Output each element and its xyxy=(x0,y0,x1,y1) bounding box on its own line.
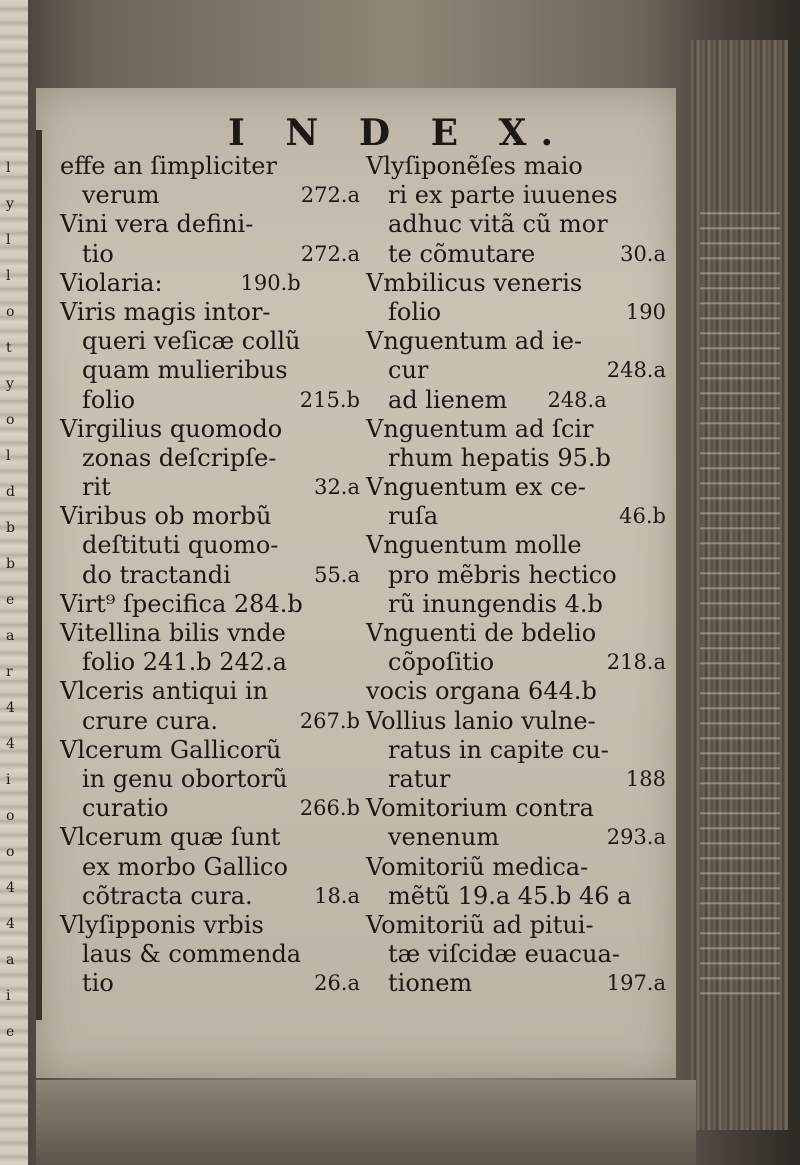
index-entry-page-ref: 188 xyxy=(625,766,666,791)
index-entry-text: folio xyxy=(82,385,136,414)
index-entry xyxy=(366,356,666,385)
index-column-left xyxy=(60,152,360,998)
index-entry-text: tio xyxy=(82,239,114,268)
index-entry xyxy=(366,882,666,911)
index-entry xyxy=(366,561,666,590)
index-entry-text: quam mulieribus xyxy=(82,356,288,385)
index-entry-text: queri veſicæ collũ xyxy=(82,327,301,356)
index-entry xyxy=(366,736,666,765)
index-entry-text: tionem xyxy=(388,969,473,998)
adjacent-page-letter: l xyxy=(6,268,11,284)
index-entry xyxy=(60,327,360,356)
index-entry-text: Virgilius quomodo xyxy=(60,414,283,443)
index-entry-page-ref: 267.b xyxy=(299,708,360,733)
index-entry-text: pro mẽbris hectico xyxy=(388,560,617,589)
index-entry xyxy=(60,619,360,648)
index-entry xyxy=(366,240,666,269)
index-entry xyxy=(60,152,360,181)
index-entry xyxy=(60,415,360,444)
index-entry-text: adhuc vitã cũ mor xyxy=(388,210,608,239)
index-entry xyxy=(366,502,666,531)
index-entry-page-ref: 293.a xyxy=(606,825,666,850)
index-entry xyxy=(60,648,360,677)
index-entry-text: ratur xyxy=(388,764,451,793)
adjacent-page-letter: i xyxy=(6,988,11,1004)
index-entry xyxy=(366,152,666,181)
index-entry-text: effe an ſimpliciter xyxy=(60,152,277,180)
index-entry xyxy=(60,677,360,706)
index-entry xyxy=(366,473,666,502)
index-entry xyxy=(60,823,360,852)
index-entry xyxy=(366,386,666,415)
adjacent-page-letter: 4 xyxy=(6,736,15,752)
index-entry xyxy=(366,415,666,444)
index-entry-text: Vnguentum ad ſcir xyxy=(366,414,594,443)
index-entry xyxy=(60,882,360,911)
index-entry-text: verum xyxy=(82,181,160,210)
index-entry-text: tio xyxy=(82,969,114,998)
index-entry-page-ref: 46.b xyxy=(619,504,666,529)
index-entry-text: Vomitorium contra xyxy=(366,794,594,823)
index-entry-text: vocis organa 644.b xyxy=(366,677,597,706)
adjacent-page-letter: 4 xyxy=(6,700,15,716)
adjacent-page-letter: t xyxy=(6,340,12,356)
index-entry xyxy=(60,386,360,415)
index-entry-page-ref: 215.b xyxy=(299,387,360,412)
index-entry-text: Vollius lanio vulne- xyxy=(366,706,596,735)
index-entry-text: rũ inungendis 4.b xyxy=(388,589,603,618)
adjacent-page-letter: o xyxy=(6,808,15,824)
index-entry-text: Vomitoriũ ad pitui- xyxy=(366,910,594,939)
adjacent-page-letter: e xyxy=(6,1024,15,1040)
index-entry xyxy=(366,794,666,823)
index-entry xyxy=(60,561,360,590)
index-entry-text: do tractandi xyxy=(82,560,231,589)
index-entry xyxy=(60,356,360,385)
index-entry xyxy=(60,794,360,823)
index-entry-text: Vitellina bilis vnde xyxy=(60,619,286,647)
index-entry-text: ri ex parte iuuenes xyxy=(388,181,618,210)
index-entry xyxy=(366,823,666,852)
index-entry xyxy=(60,765,360,794)
index-entry-page-ref: 32.a xyxy=(314,475,360,500)
index-entry xyxy=(366,327,666,356)
index-entry-text: Vmbilicus veneris xyxy=(366,268,583,297)
index-entry-text: Vlyſiponẽſes maio xyxy=(366,152,583,180)
adjacent-page-letter: l xyxy=(6,448,11,464)
index-entry xyxy=(60,969,360,998)
index-entry-page-ref: 55.a xyxy=(314,562,360,587)
page-gutter xyxy=(36,130,42,1020)
index-entry-text: Vnguentum ad ie- xyxy=(366,327,583,356)
index-entry-page-ref: 190.b xyxy=(240,270,301,295)
adjacent-page-letter: e xyxy=(6,592,15,608)
index-entry-text: ruſa xyxy=(388,502,439,531)
adjacent-page-letter: b xyxy=(6,520,15,536)
adjacent-page-letter: b xyxy=(6,556,15,572)
index-entry xyxy=(366,269,666,298)
index-entry xyxy=(366,940,666,969)
index-entry-page-ref: 18.a xyxy=(314,883,360,908)
index-entry-text: te cõmutare xyxy=(388,239,536,268)
index-entry xyxy=(60,707,360,736)
adjacent-page-letter: 4 xyxy=(6,916,15,932)
index-entry xyxy=(366,969,666,998)
index-entry-text: Vlceris antiqui in xyxy=(60,677,269,706)
adjacent-page-letter: d xyxy=(6,484,15,500)
index-entry-text: curatio xyxy=(82,794,169,823)
index-entry xyxy=(366,531,666,560)
adjacent-page-letter: a xyxy=(6,952,15,968)
index-entry xyxy=(60,940,360,969)
index-entry xyxy=(366,853,666,882)
index-entry xyxy=(60,181,360,210)
index-entry-text: ad lienem xyxy=(388,385,508,414)
index-column-right xyxy=(366,152,666,998)
index-entry xyxy=(60,210,360,239)
index-entry-text: rit xyxy=(82,473,111,502)
index-entry-text: Vlcerum Gallicorũ xyxy=(60,735,282,764)
index-entry-text: cõpoſitio xyxy=(388,648,495,677)
index-entry xyxy=(366,181,666,210)
page-stack-texture xyxy=(700,200,780,1000)
index-entry xyxy=(60,736,360,765)
index-entry-text: Vnguenti de bdelio xyxy=(366,619,597,647)
index-entry-text: deſtituti quomo- xyxy=(82,531,279,560)
index-entry xyxy=(366,765,666,794)
index-entry xyxy=(60,269,360,298)
index-entry-text: Vnguentum ex ce- xyxy=(366,473,586,502)
index-entry-text: Violaria: xyxy=(60,268,163,297)
index-entry-text: venenum xyxy=(388,823,500,852)
index-entry-text: Vini vera defini- xyxy=(60,210,254,239)
index-entry-text: Viris magis intor- xyxy=(60,297,271,326)
index-entry xyxy=(60,853,360,882)
index-entry-text: cõtracta cura. xyxy=(82,881,253,910)
index-entry xyxy=(366,444,666,473)
index-entry xyxy=(60,298,360,327)
index-entry-page-ref: 248.a xyxy=(547,387,607,412)
index-entry-text: mẽtũ 19.a 45.b 46 a xyxy=(388,881,632,910)
index-entry-text: in genu obortorũ xyxy=(82,764,288,793)
index-entry xyxy=(366,707,666,736)
index-entry-page-ref: 272.a xyxy=(300,241,360,266)
adjacent-page-letter: y xyxy=(6,376,14,392)
index-entry-text: Vomitoriũ medica- xyxy=(366,852,589,881)
table-surface xyxy=(36,1080,696,1165)
index-entry-text: cur xyxy=(388,356,429,385)
index-entry xyxy=(366,677,666,706)
index-entry-text: Vnguentum molle xyxy=(366,531,582,560)
index-entry-page-ref: 248.a xyxy=(606,358,666,383)
index-entry xyxy=(366,911,666,940)
adjacent-page-letter: y xyxy=(6,196,14,212)
index-entry-text: Vlyſipponis vrbis xyxy=(60,910,264,939)
index-entry-page-ref: 266.b xyxy=(299,796,360,821)
index-entry xyxy=(366,298,666,327)
index-entry-text: ratus in capite cu- xyxy=(388,735,609,764)
index-entry xyxy=(366,619,666,648)
index-entry-page-ref: 197.a xyxy=(606,971,666,996)
index-entry-text: folio xyxy=(388,297,442,326)
adjacent-page-letter: l xyxy=(6,160,11,176)
adjacent-page-letter: 4 xyxy=(6,880,15,896)
index-entry-text: rhum hepatis 95.b xyxy=(388,443,611,472)
index-entry-text: ex morbo Gallico xyxy=(82,852,288,881)
index-entry-page-ref: 218.a xyxy=(606,650,666,675)
index-entry-text: Viribus ob morbũ xyxy=(60,502,272,531)
page-header: I N D E X. xyxy=(228,112,568,154)
index-entry-page-ref: 190 xyxy=(625,299,666,324)
index-entry xyxy=(60,590,360,619)
index-entry xyxy=(366,590,666,619)
index-entry-text: Virt⁹ ſpecifica 284.b xyxy=(60,589,303,618)
adjacent-page-letters xyxy=(6,150,26,1050)
index-entry-page-ref: 272.a xyxy=(300,183,360,208)
index-entry xyxy=(366,210,666,239)
index-entry xyxy=(60,444,360,473)
index-entry-text: laus & commenda xyxy=(82,940,302,969)
index-entry-page-ref: 26.a xyxy=(314,971,360,996)
index-entry xyxy=(60,531,360,560)
index-entry xyxy=(60,240,360,269)
adjacent-page-letter: i xyxy=(6,772,11,788)
adjacent-page-letter: o xyxy=(6,412,15,428)
index-entry xyxy=(60,473,360,502)
adjacent-page-letter: a xyxy=(6,628,15,644)
index-entry-page-ref: 30.a xyxy=(620,241,666,266)
index-entry xyxy=(60,502,360,531)
index-entry xyxy=(366,648,666,677)
adjacent-page-letter: r xyxy=(6,664,13,680)
index-entry-text: zonas deſcripſe- xyxy=(82,443,277,472)
index-entry-text: Vlcerum quæ ſunt xyxy=(60,823,281,852)
adjacent-page-letter: o xyxy=(6,844,15,860)
index-entry-text: tæ viſcidæ euacua- xyxy=(388,940,620,969)
index-entry-text: folio 241.b 242.a xyxy=(82,648,287,677)
adjacent-page-letter: o xyxy=(6,304,15,320)
index-entry xyxy=(60,911,360,940)
adjacent-page-letter: l xyxy=(6,232,11,248)
index-entry-text: crure cura. xyxy=(82,706,218,735)
